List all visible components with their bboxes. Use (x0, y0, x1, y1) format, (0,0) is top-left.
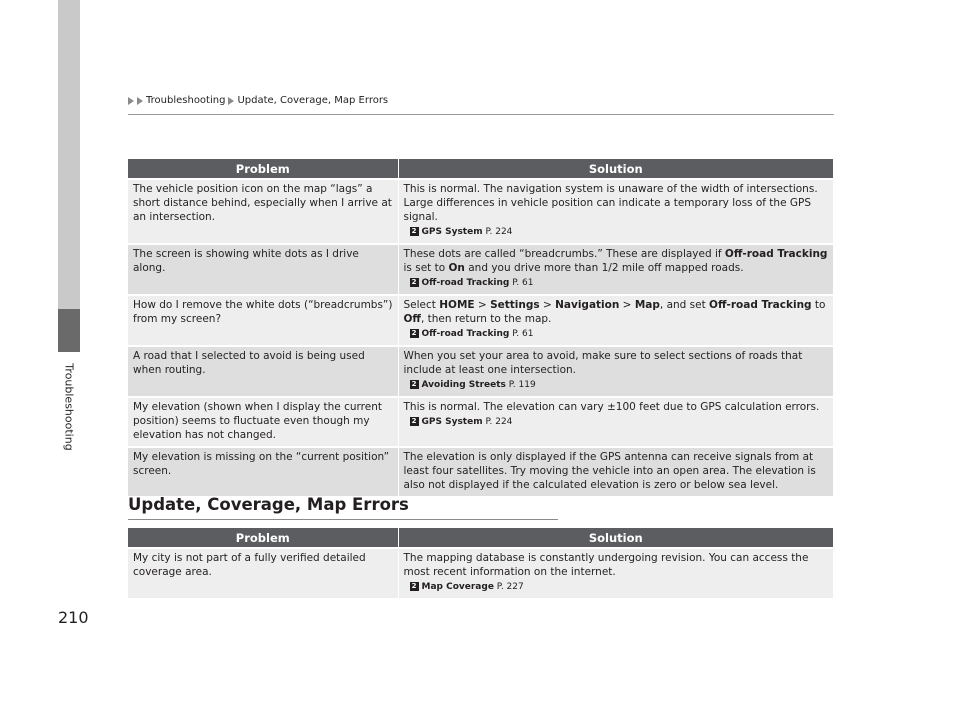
page-reference[interactable]: 2 Off-road Tracking P. 61 (404, 276, 829, 290)
breadcrumb-item[interactable]: Troubleshooting (146, 95, 226, 106)
problem-cell: My elevation (shown when I display the current position) seems to fluctuate even though my elevation has not changed. (128, 397, 398, 447)
reference-arrow-icon: 2 (410, 582, 419, 591)
table-row (128, 295, 833, 346)
map-errors-table (128, 528, 833, 598)
page-reference[interactable]: 2 Avoiding Streets P. 119 (404, 378, 829, 392)
breadcrumb (128, 95, 388, 106)
problem-cell: The screen is showing white dots as I drive along. (128, 244, 398, 295)
problem-cell: My elevation is missing on the “current position” screen. (128, 447, 398, 496)
solution-cell: These dots are called “breadcrumbs.” These are displayed if Off-road Tracking is set to On and you drive more than 1/2 mile off mapped roads. 2 Off-road Tracking P. 61 (398, 244, 833, 295)
page-reference[interactable]: 2 Off-road Tracking P. 61 (404, 327, 829, 341)
page-number: 210 (58, 608, 89, 627)
side-tab-label-box (58, 352, 80, 472)
column-header-problem: Problem (128, 159, 398, 179)
triangle-right-icon (137, 97, 143, 105)
reference-arrow-icon: 2 (410, 329, 419, 338)
table-row (128, 346, 833, 397)
solution-cell: The elevation is only displayed if the GPS antenna can receive signals from at least four satellites. Try moving the vehicle into an open area. The elevation is also not displayed if the calculated elevation is zero or below sea level. (398, 447, 833, 496)
problem-cell: How do I remove the white dots (“breadcrumbs”) from my screen? (128, 295, 398, 346)
problem-cell: The vehicle position icon on the map “lags” a short distance behind, especially when I arrive at an intersection. (128, 179, 398, 244)
solution-cell: When you set your area to avoid, make sure to select sections of roads that include at least one intersection. 2 Avoiding Streets P. 119 (398, 346, 833, 397)
section-title: Update, Coverage, Map Errors (128, 495, 409, 514)
side-tab-bar (58, 0, 80, 309)
problem-cell: A road that I selected to avoid is being used when routing. (128, 346, 398, 397)
solution-cell: This is normal. The navigation system is unaware of the width of intersections. Large differences in vehicle position can indicate a temporary loss of the GPS signal. 2 GPS System P. 224 (398, 179, 833, 244)
solution-cell: Select HOME > Settings > Navigation > Map, and set Off-road Tracking to Off, then return to the map. 2 Off-road Tracking P. 61 (398, 295, 833, 346)
reference-arrow-icon: 2 (410, 380, 419, 389)
table-row (128, 397, 833, 447)
side-tab-label: Troubleshooting (62, 363, 76, 451)
table-row (128, 179, 833, 244)
solution-cell: The mapping database is constantly undergoing revision. You can access the most recent information on the internet. 2 Map Coverage P. 227 (398, 548, 833, 598)
reference-arrow-icon: 2 (410, 278, 419, 287)
section-divider (128, 519, 558, 520)
table-row (128, 447, 833, 496)
solution-cell: This is normal. The elevation can vary ±100 feet due to GPS calculation errors. 2 GPS System P. 224 (398, 397, 833, 447)
header-divider (128, 114, 834, 115)
page-reference[interactable]: 2 GPS System P. 224 (404, 225, 829, 239)
problem-cell: My city is not part of a fully verified detailed coverage area. (128, 548, 398, 598)
triangle-right-icon (228, 97, 234, 105)
troubleshooting-table (128, 159, 833, 496)
triangle-right-icon (128, 97, 134, 105)
reference-arrow-icon: 2 (410, 227, 419, 236)
column-header-solution: Solution (398, 528, 833, 548)
side-tab-marker (58, 309, 80, 352)
breadcrumb-item[interactable]: Update, Coverage, Map Errors (237, 95, 389, 106)
table-row (128, 244, 833, 295)
page-reference[interactable]: 2 Map Coverage P. 227 (404, 580, 829, 594)
page-reference[interactable]: 2 GPS System P. 224 (404, 415, 829, 429)
table-row (128, 548, 833, 598)
reference-arrow-icon: 2 (410, 417, 419, 426)
column-header-problem: Problem (128, 528, 398, 548)
column-header-solution: Solution (398, 159, 833, 179)
